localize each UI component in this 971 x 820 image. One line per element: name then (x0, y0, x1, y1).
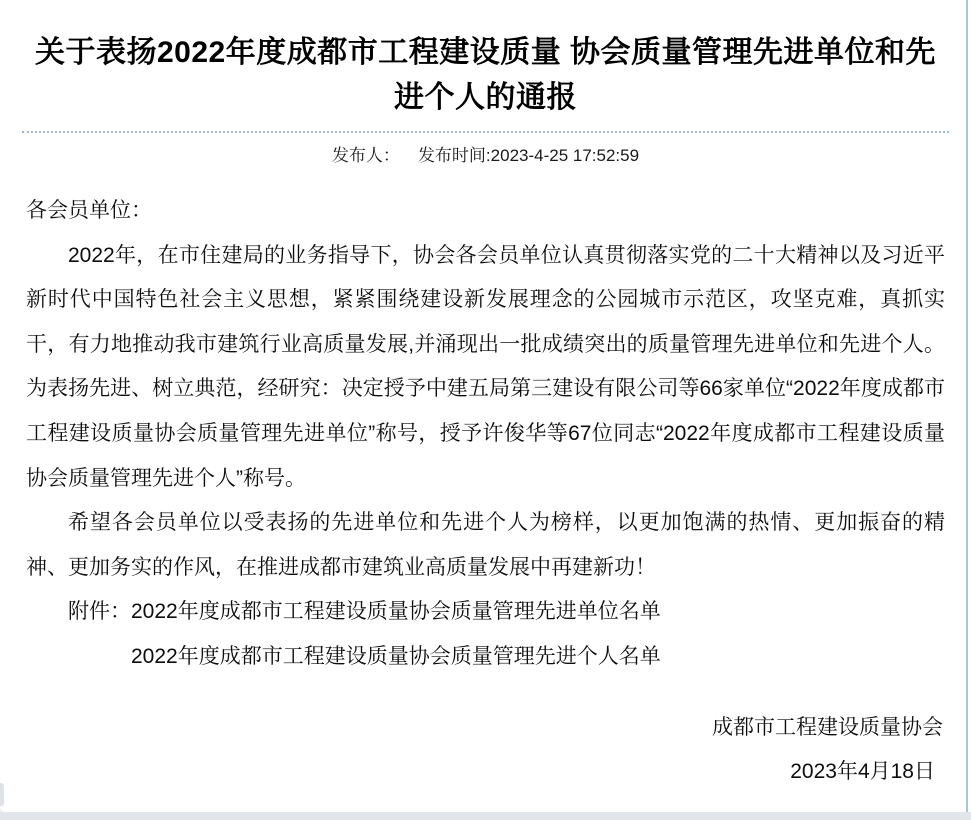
publisher-label: 发布人： (331, 146, 400, 165)
signature-date: 2023年4月18日 (790, 760, 935, 784)
publish-time: 发布时间:2023-4-25 17:52:59 (417, 146, 640, 165)
signature-block (0, 706, 971, 795)
page-title: 关于表扬2022年度成都市工程建设质量 协会质量管理先进单位和先进个人的通报 (34, 36, 937, 114)
document-body (26, 189, 945, 680)
publish-meta (0, 145, 971, 167)
attachment-item-1: 2022年度成都市工程建设质量协会质量管理先进单位名单 (131, 600, 661, 624)
salutation: 各会员单位： (26, 199, 152, 222)
paragraph-1: 2022年，在市住建局的业务指导下，协会各会员单位认真贯彻落实党的二十大精神以及习近平新时代中国特色社会主义思想，紧紧围绕建设新发展理念的公园城市示范区，攻坚克难，真抓实干，有力地推动我市建筑行业高质量发展,并涌现出一批成绩突出的质量管理先进单位和先进个人。为表扬先进、树立典范，经研究：决定授予中建五局第三建设有限公司等66家单位“2022年度成都市工程建设质量协会质量管理先进单位”称号，授予许俊华等67位同志“2022年度成都市工程建设质量协会质量管理先进个人”称号。 (26, 243, 945, 490)
page-bottom-strip (0, 812, 971, 820)
attachment-label: 附件： (68, 600, 131, 624)
panel-right-border (966, 0, 968, 812)
title-divider (22, 131, 949, 133)
attachment-line-1 (26, 590, 945, 635)
page-edge-notch (0, 783, 4, 806)
signature-org: 成都市工程建设质量协会 (712, 715, 943, 739)
attachment-line-2: 2022年度成都市工程建设质量协会质量管理先进个人名单 (131, 644, 661, 668)
paragraph-2: 希望各会员单位以受表扬的先进单位和先进个人为榜样，以更加饱满的热情、更加振奋的精神、更加务实的作风，在推进成都市建筑业高质量发展中再建新功！ (26, 511, 945, 579)
